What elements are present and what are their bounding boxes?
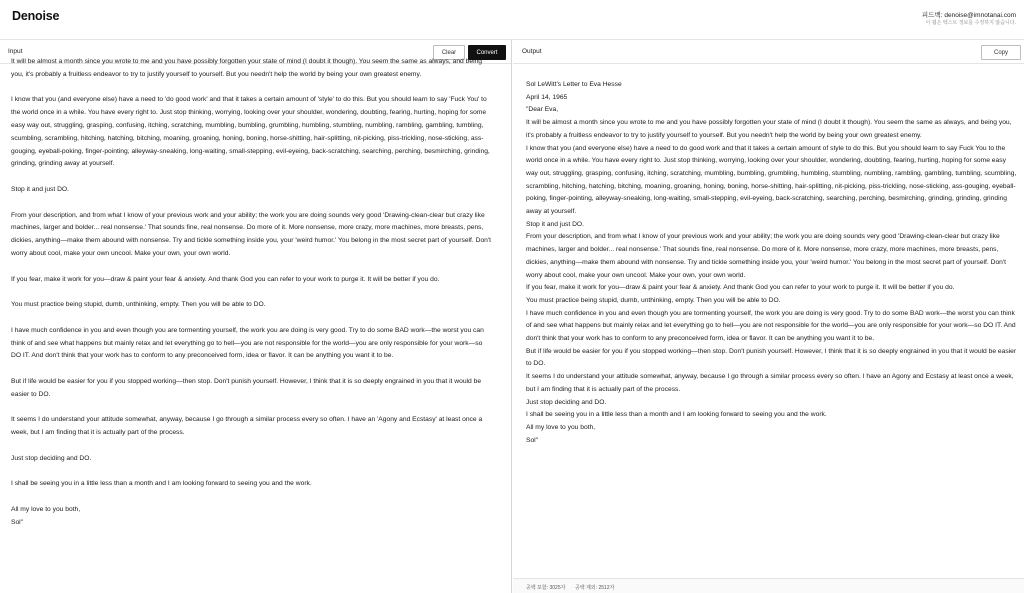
output-line: If you fear, make it work for you—draw & paint your fear & anxiety. And thank God you can refer to your work to purge it. It will be better if you do. <box>526 284 955 292</box>
feedback-info <box>922 12 1016 26</box>
char-count-with-spaces: 공백 포함: 3025자 <box>526 585 566 591</box>
output-area <box>513 65 1024 578</box>
input-pane-title: Input <box>8 48 23 55</box>
top-bar <box>0 0 1024 40</box>
output-line: It seems I do understand your attitude somewhat, anyway, because I go through a similar process every so often. I have an Agony and Ecstasy at least once a week, but I am finding that it is actually part of the process. <box>526 373 1014 393</box>
output-line: Just stop deciding and DO. <box>526 398 607 406</box>
output-pane <box>513 40 1024 593</box>
input-paragraph: I shall be seeing you in a little less than a month and I am looking forward to seeing you and the work. <box>11 480 312 488</box>
convert-button[interactable]: Convert <box>468 45 506 60</box>
feedback-email[interactable]: 피드백: denoise@imnotanai.com <box>921 12 1016 19</box>
input-paragraph: I know that you (and everyone else) have a need to 'do good work' and that it takes a certain amount of 'style' to do this. But you should learn to say 'Fuck You' to the world once in a while. You have every right to. Just stop thinking, worrying, looking over your shoulder, wondering, doubting, fearing, hurting, hoping for some easy way out, struggling, grasping, confusing, itching, scratching, mumbling, bumbling, grumbling, humbling, stumbling, numbling, rambling, gambling, tumbling, scumbling, scrambling, hitching, hatching, bitching, moaning, groaning, honing, boning, horse-shitting, hair-splitting, nit-picking, piss-trickling, nose-sticking, ass-gouging, eyeball-poking, finger-pointing, alleyway-sneaking, long-waiting, small-stepping, evil-eyeing, back-scratching, searching, perching, besmirching, grinding, grinding, grinding away at yourself. <box>11 96 490 168</box>
input-paragraph: From your description, and from what I know of your previous work and your ability; the work you are doing sounds very good 'Drawing-clean-clear but crazy like machines, larger and bolder... real nonsense.' That sounds fine, real nonsense. Do more of it. More nonsense, more crazy, more machines, more breasts, pens, dickies, anything—make them abound with nonsense. Try and tickle something inside you, your 'weird humor.' You belong in the most secret part of yourself. Don't worry about cool, make your own uncool. Make your own, your own world. <box>11 211 492 257</box>
input-textarea[interactable] <box>0 58 511 593</box>
copy-button[interactable]: Copy <box>981 45 1021 60</box>
output-line: Sol LeWitt's Letter to Eva Hesse <box>526 81 622 88</box>
output-line: All my love to you both, <box>526 423 596 431</box>
clear-button[interactable]: Clear <box>433 45 465 60</box>
output-line: But if life would be easier for you if you stopped working—then stop. Don't punish yourself. However, I think that it is so deeply engrained in you that it would be easier to DO. <box>526 347 1017 368</box>
output-line: Stop it and just DO. <box>526 220 584 228</box>
output-line: I shall be seeing you in a little less than a month and I am looking forward to seeing you and the work. <box>526 411 827 419</box>
output-line: I know that you (and everyone else) have a need to do good work and that it takes a certain amount of style to do this. But you should learn to say Fuck You to the world once in a while. You have every right to. Just stop thinking, worrying, looking over your shoulder, wondering, doubting, fearing, hurting, hoping for some easy way out, struggling, grasping, confusing, itching, scratching, mumbling, bumbling, grumbling, humbling, stumbling, numbling, rambling, gambling, tumbling, scumbling, scrambling, hitching, hatching, bitching, moaning, groaning, honing, boning, horse-shitting, hair-splitting, nit-picking, piss-trickling, nose-sticking, ass-gouging, eyeball-poking, finger-pointing, alleyway-sneaking, long-waiting, small-stepping, evil-eyeing, back-scratching, searching, perching, besmirching, grinding, grinding, grinding away at yourself. <box>526 144 1017 216</box>
output-line: "Dear Eva, <box>526 106 559 114</box>
output-line: It will be almost a month since you wrote to me and you have possibly forgotten your state of mind (I doubt it though). You seem the same as always, and being you, it's probably a fruitless endeavor to try to justify yourself to yourself. But you needn't help the world by being your own greatest enemy. <box>526 119 1012 139</box>
output-line: Sol" <box>526 436 539 444</box>
output-text-content <box>526 79 1018 447</box>
input-paragraph: All my love to you both, Sol" <box>11 505 81 526</box>
output-pane-title: Output <box>522 48 542 55</box>
input-paragraph: I have much confidence in you and even though you are tormenting yourself, the work you are doing is very good. Try to do some BAD work—the worst you can think of and see what happens but mainly relax and let everything go to hell—you are not responsible for the world—you are only responsible for your work—so DO IT. And don't think that your work has to conform to any preconceived form, idea or flavor. It can be anything you want it to be. <box>11 326 484 360</box>
input-pane <box>0 40 512 593</box>
output-line: I have much confidence in you and even though you are tormenting yourself, the work you are doing is very good. Try to do some BAD work—the worst you can think of and see what happens but mainly relax and let everything go to hell—you are not responsible for the world—you are only responsible for your work—so DO IT. And don't think that your work has to conform to any preconceived form, idea or flavor. It can be anything you want it to be. <box>526 309 1016 343</box>
input-paragraph: It seems I do understand your attitude somewhat, anyway, because I go through a similar process every so often. I have an 'Agony and Ecstasy' at least once a week, but I am finding that it is actually part of the process. <box>11 416 483 437</box>
app-logo[interactable]: Denoise <box>12 9 60 23</box>
input-paragraph: Stop it and just DO. <box>11 185 69 193</box>
output-line: April 14, 1965 <box>526 93 568 101</box>
output-line: You must practice being stupid, dumb, unthinking, empty. Then you will be able to DO. <box>526 296 781 304</box>
privacy-notice: 이 웹은 텍스트 정보를 수정하지 않습니다. <box>925 20 1016 27</box>
output-pane-header <box>513 40 1024 64</box>
char-count-without-spaces: 공백 제외: 2512자 <box>575 585 615 591</box>
input-text-content[interactable] <box>11 56 494 542</box>
status-bar <box>513 578 1024 593</box>
input-paragraph: But if life would be easier for you if you stopped working—then stop. Don't punish yourself. However, I think that it is so deeply engrained in you that it would be easier to DO. <box>11 377 482 398</box>
output-line: From your description, and from what I know of your previous work and your ability; the work you are doing sounds very good 'Drawing-clean-clear but crazy like machines, larger and bolder... real nonsense.' That sounds fine, real nonsense. Do more of it. More nonsense, more crazy, more machines, more breasts, pens, dickies, anything—make them abound with nonsense. Try and tickle something inside you, your 'weird humor.' You belong in the most secret part of yourself. Don't worry about cool, make your own uncool. Make your own, your own world. <box>526 233 1007 279</box>
input-paragraph: Just stop deciding and DO. <box>11 454 92 462</box>
input-paragraph: It will be almost a month since you wrote to me and you have possibly forgotten your state of mind (I doubt it though). You seem the same as always, and being you, it's probably a fruitless endeavor to try to justify yourself to yourself. But you needn't help the world by being your own greatest enemy. <box>11 58 482 78</box>
input-paragraph: If you fear, make it work for you—draw & paint your fear & anxiety. And thank God you can refer to your work to purge it. It will be better if you do. <box>11 275 440 283</box>
input-paragraph: You must practice being stupid, dumb, unthinking, empty. Then you will be able to DO. <box>11 301 266 309</box>
